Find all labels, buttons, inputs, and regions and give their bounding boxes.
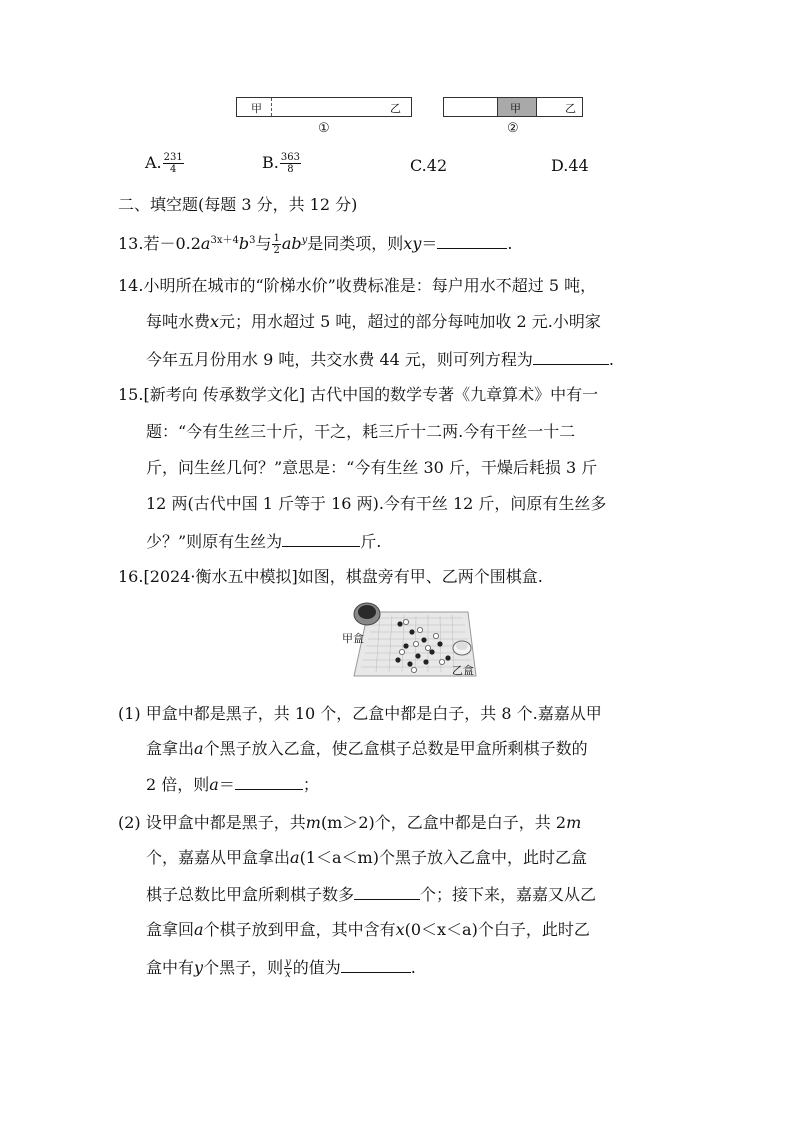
question-15-line-2: 题：“今有生丝三十斤，干之，耗三斤十二两.今有干丝一十二 — [146, 422, 576, 441]
q16-part2-line-1: (2) 设甲盒中都是黑子，共m(m＞2)个，乙盒中都是白子，共 2m — [118, 813, 582, 832]
question-14-line-1: 14.小明所在城市的“阶梯水价”收费标准是：每户用水不超过 5 吨， — [118, 276, 597, 295]
question-14-line-3: 今年五月份用水 9 吨，共交水费 44 元，则可列方程为 . — [146, 350, 614, 369]
strip-figure-2 — [443, 97, 583, 117]
strip-figure-1 — [236, 97, 412, 117]
q16-part2-line-2: 个，嘉嘉从甲盒拿出a(1＜a＜m)个黑子放入乙盒中，此时乙盒 — [146, 848, 587, 867]
section-title: 二、填空题(每题 3 分，共 12 分) — [118, 195, 358, 214]
q16-1-answer-blank — [235, 773, 303, 790]
q15-answer-blank — [282, 530, 360, 547]
q16-part1-line-3: 2 倍，则a＝ ； — [146, 775, 319, 794]
option-c: C.42 — [410, 156, 448, 175]
q16-2-first-blank — [354, 883, 420, 900]
strip-2-left-label: 甲 — [510, 102, 521, 115]
strip-1-right-label: 乙 — [390, 102, 401, 115]
label-jia-box: 甲盒 — [342, 632, 364, 645]
question-15-line-3: 斤，问生丝几何？”意思是：“今有生丝 30 斤，干燥后耗损 3 斤 — [146, 458, 598, 477]
strip-1-dashed-divider — [271, 98, 272, 116]
label-yi-box: 乙盒 — [452, 664, 474, 677]
q16-part2-line-4: 盒拿回a个棋子放到甲盒，其中含有x(0＜x＜a)个白子，此时乙 — [146, 920, 590, 939]
option-a-fraction: $\frac{231}{4}$ — [163, 152, 183, 175]
figure-2-caption: ② — [507, 121, 519, 136]
question-16-intro: 16.[2024·衡水五中模拟]如图，棋盘旁有甲、乙两个围棋盒. — [118, 567, 543, 586]
option-b-fraction: $\frac{363}{8}$ — [280, 152, 300, 175]
option-d: D.44 — [551, 156, 589, 175]
figure-1-caption: ① — [318, 121, 330, 136]
question-15-line-5: 少？”则原有生丝为 斤. — [146, 532, 382, 551]
question-13: 13.若$-0.2a^{3x+4}b^3$与 $\frac{1}{2}$ $ab^y$是同类项，则xy＝ . — [118, 233, 513, 256]
q16-part1-line-1: (1) 甲盒中都是黑子，共 10 个，乙盒中都是白子，共 8 个.嘉嘉从甲 — [118, 704, 602, 723]
q16-part2-line-5: 盒中有y个黑子，则 $\frac{y}{x}$ 的值为 . — [146, 957, 416, 980]
q14-answer-blank — [533, 348, 609, 365]
q13-answer-blank — [437, 232, 507, 249]
question-15-line-4: 12 两(古代中国 1 斤等于 16 两).今有干丝 12 斤，问原有生丝多 — [146, 494, 607, 513]
strip-2-right-label: 乙 — [565, 102, 576, 115]
option-b: B. $\frac{363}{8}$ — [262, 152, 300, 175]
question-15-line-1: 15.[新考向 传承数学文化] 古代中国的数学专著《九章算术》中有一 — [118, 385, 599, 404]
option-a: A. $\frac{231}{4}$ — [145, 152, 183, 175]
q16-part1-line-2: 盒拿出a个黑子放入乙盒，使乙盒棋子总数是甲盒所剩棋子数的 — [146, 739, 588, 758]
strip-1-left-label: 甲 — [251, 102, 262, 115]
go-board-illustration — [340, 600, 480, 682]
q16-part2-line-3: 棋子总数比甲盒所剩棋子数多 个；接下来，嘉嘉又从乙 — [146, 885, 597, 904]
question-14-line-2: 每吨水费x元；用水超过 5 吨，超过的部分每吨加收 2 元.小明家 — [146, 312, 601, 331]
q16-2-second-blank — [341, 956, 411, 973]
